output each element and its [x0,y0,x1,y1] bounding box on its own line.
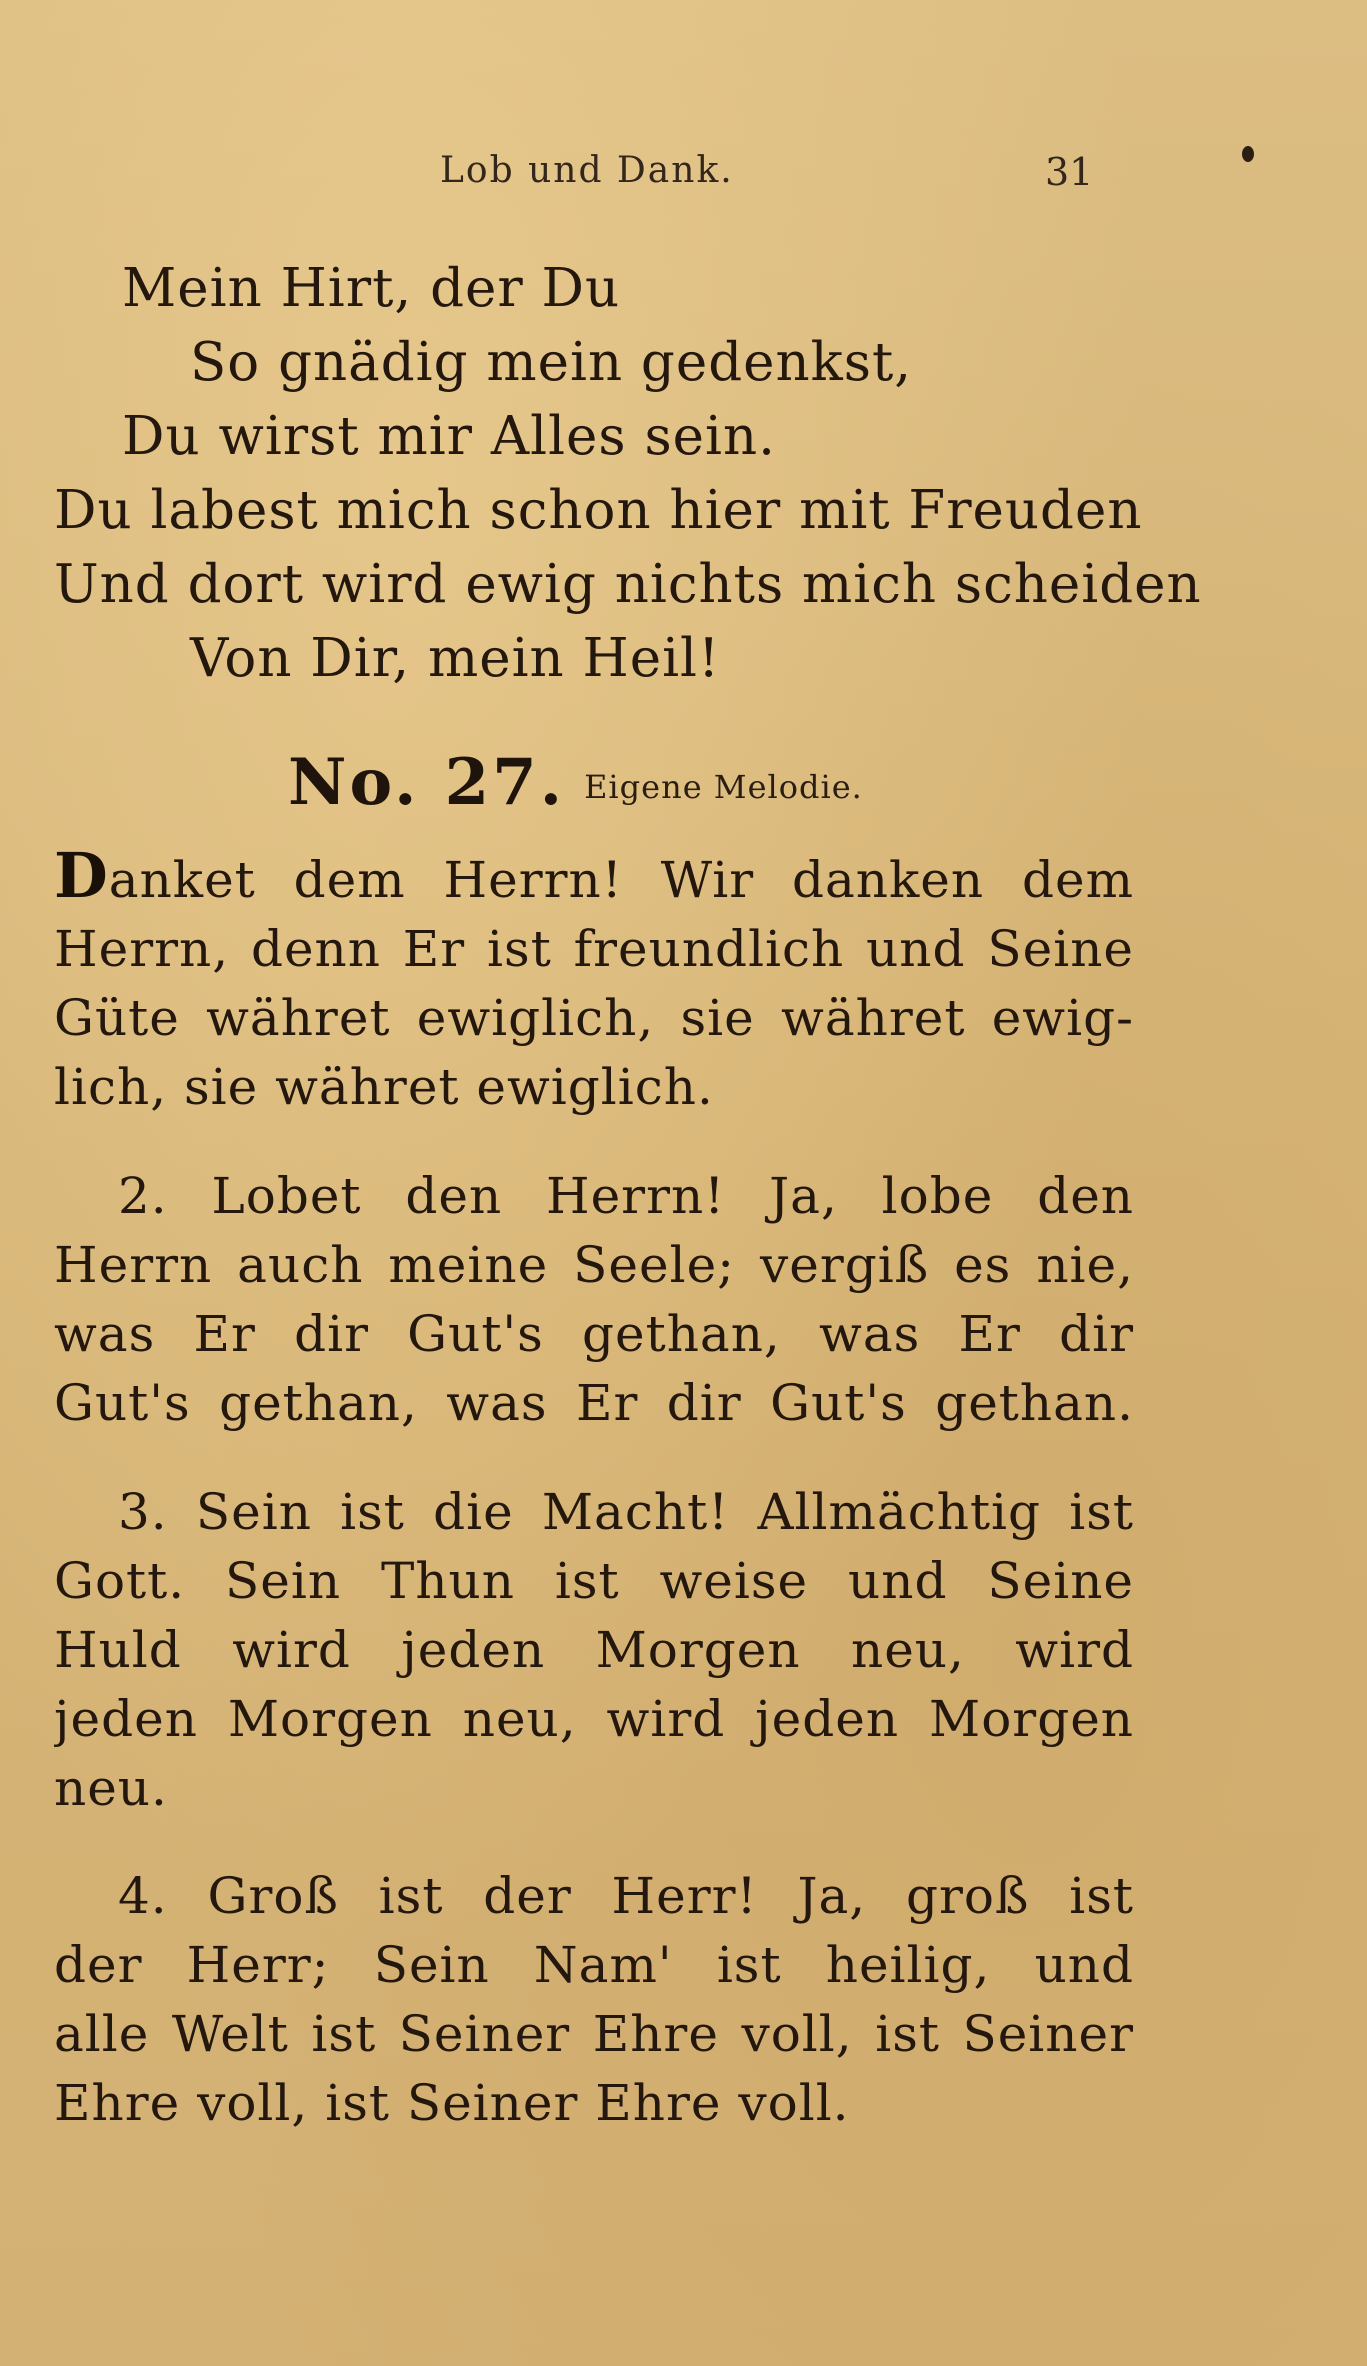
stanza-line: 4. Groß ist der Herr! Ja, groß ist [118,1867,1134,1925]
running-head: Lob und Dank. [440,150,734,191]
stanza-line: was Er dir Gut's gethan, was Er dir [54,1305,1134,1363]
stanza-line-text: anket dem Herrn! Wir danken dem [108,851,1134,909]
stanza-line: 2. Lobet den Herrn! Ja, lobe den [118,1167,1134,1225]
stanza-line: Ehre voll, ist Seiner Ehre voll. [54,2074,850,2132]
verse-line: Mein Hirt, der Du [122,258,621,319]
stanza-line: Gott. Sein Thun ist weise und Seine [54,1552,1134,1610]
drop-cap: D [54,846,109,912]
melody-note: Eigene Melodie. [584,768,863,806]
page-number: 31 [1045,150,1094,194]
stanza-line: 3. Sein ist die Macht! Allmächtig ist [118,1483,1134,1541]
stanza-line: Huld wird jeden Morgen neu, wird [54,1621,1134,1679]
stanza-line: lich, sie währet ewiglich. [54,1058,714,1116]
stanza-line: Gut's gethan, was Er dir Gut's gethan. [54,1374,1134,1432]
verse-line: Du wirst mir Alles sein. [122,406,776,467]
stanza-4 [54,1862,1134,2138]
verse-line: Du labest mich schon hier mit Freuden [54,480,1143,541]
stanza-line: der Herr; Sein Nam' ist heilig, und [54,1936,1134,1994]
verse-line: So gnädig mein gedenkst, [190,332,913,393]
stanza-3 [54,1478,1134,1823]
stanza-line: Güte währet ewiglich, sie währet ewig- [54,989,1134,1047]
stanza-1 [54,846,1134,1122]
verse-line: Und dort wird ewig nichts mich scheiden [54,554,1202,615]
stanza-line: Herrn auch meine Seele; vergiß es nie, [54,1236,1134,1294]
hymn-number: No. 27. [288,745,565,820]
ink-mark [1242,146,1254,162]
hymn-title [288,745,863,820]
page-header [0,150,1367,210]
stanza-line: neu. [54,1759,168,1817]
stanza-line: jeden Morgen neu, wird jeden Morgen [54,1690,1134,1748]
stanza-line: Herrn, denn Er ist freundlich und Seine [54,920,1134,978]
stanza-line: alle Welt ist Seiner Ehre voll, ist Seiner [54,2005,1134,2063]
stanza-2 [54,1162,1134,1438]
stanza-line [54,846,1134,915]
verse-line: Von Dir, mein Heil! [190,628,721,689]
